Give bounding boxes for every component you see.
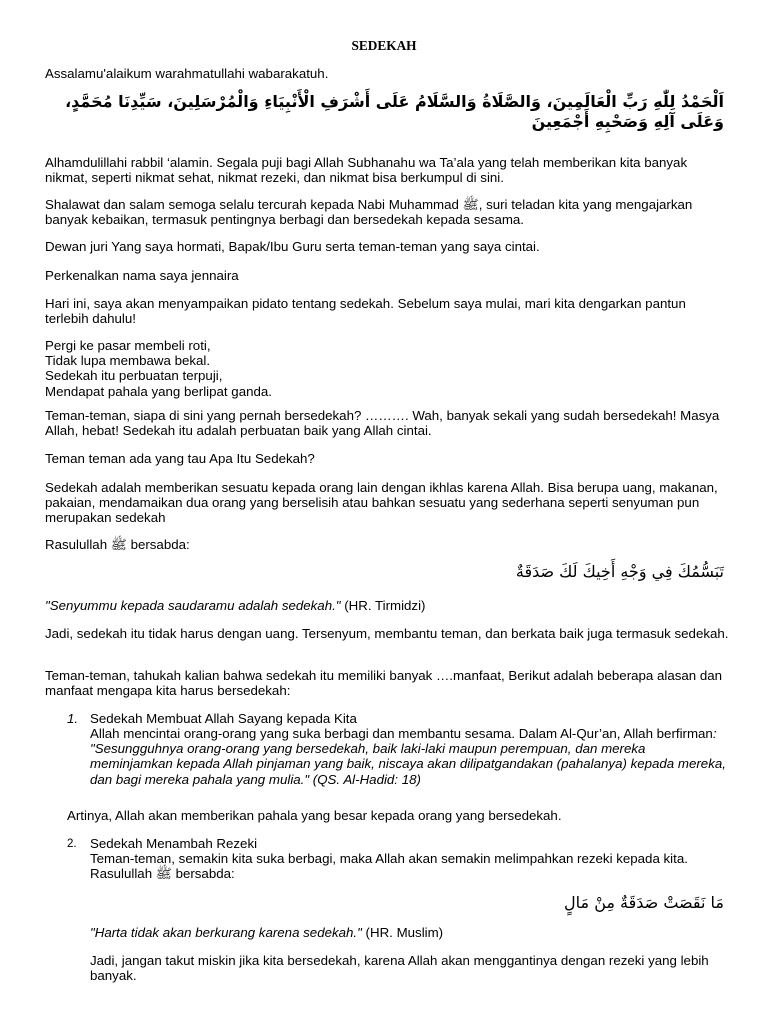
- paragraph-siapa-bersedekah: Teman-teman, siapa di sini yang pernah bersedekah? ………. Wah, banyak sekali yang sudah bersedekah! Masya Allah, hebat! Sedekah itu adalah perbuatan baik yang Allah cintai.: [45, 408, 720, 439]
- quran-quote: : "Sesungguhnya orang-orang yang bersedekah, baik laki-laki maupun perempuan, dan mereka meminjamkan kepada Allah pinjaman yang baik, niscaya akan dilipatgandakan (pahalanya) kepada mereka, dan bagi mereka pahala yang mulia." (QS. Al-Hadid: 18): [90, 726, 726, 787]
- pantun-line: Pergi ke pasar membeli roti,: [45, 338, 211, 353]
- paragraph-rasulullah-bersabda: Rasulullah ﷺ bersabda:: [45, 537, 190, 552]
- paragraph-perkenalan: Perkenalkan nama saya jennaira: [45, 268, 239, 283]
- list-item-body: [90, 726, 730, 787]
- pantun-line: Tidak lupa membawa bekal.: [45, 353, 211, 369]
- paragraph-dewan-juri: Dewan juri Yang saya hormati, Bapak/Ibu Guru serta teman-teman yang saya cintai.: [45, 239, 540, 254]
- list-number: 2.: [67, 838, 77, 850]
- greeting: Assalamu'alaikum warahmatullahi wabarakatuh.: [45, 66, 329, 81]
- hadith-translation-text: "Senyummu kepada saudaramu adalah sedekah.": [45, 598, 341, 613]
- list-item-conclusion: Jadi, jangan takut miskin jika kita bersedekah, karena Allah akan menggantinya dengan rezeki yang lebih banyak.: [90, 953, 709, 984]
- paragraph-jadi: Jadi, sedekah itu tidak harus dengan uang. Tersenyum, membantu teman, dan berkata baik juga termasuk sedekah.: [45, 626, 729, 641]
- document-title: SEDEKAH: [351, 38, 417, 53]
- paragraph-hamdalah: Alhamdulillahi rabbil ‘alamin. Segala puji bagi Allah Subhanahu wa Ta’ala yang telah memberikan kita banyak nikmat, seperti nikmat sehat, nikmat rezeki, dan nikmat bisa berkumpul di sini.: [45, 155, 688, 186]
- hadith-source: (HR. Tirmidzi): [340, 598, 426, 613]
- list-number: 1.: [67, 711, 79, 726]
- list-item-title: Sedekah Membuat Allah Sayang kepada Kita: [90, 711, 357, 726]
- pantun-line: Mendapat pahala yang berlipat ganda.: [45, 383, 272, 399]
- paragraph-hari-ini: Hari ini, saya akan menyampaikan pidato tentang sedekah. Sebelum saya mulai, mari kita dengarkan pantun terlebih dahulu!: [45, 296, 686, 327]
- hadith-arabic: تَبَسُّمُكَ فِي وَجْهِ أَخِيكَ لَكَ صَدَقَةٌ: [515, 562, 724, 581]
- pantun: [45, 338, 730, 399]
- list-item-conclusion: Artinya, Allah akan memberikan pahala yang besar kepada orang yang bersedekah.: [67, 808, 562, 823]
- pantun-line: Sedekah itu perbuatan terpuji,: [45, 368, 223, 384]
- hadith-source: (HR. Muslim): [361, 925, 444, 940]
- hadith-translation: [90, 925, 730, 940]
- hadith-translation-text: "Harta tidak akan berkurang karena sedekah.": [90, 925, 362, 940]
- arabic-opening: اَلْحَمْدُ لِلّٰهِ رَبِّ الْعَالَمِينَ، وَالصَّلَاةُ وَالسَّلَامُ عَلَى أَشْرَفِ الْأَنْبِيَاءِ وَالْمُرْسَلِينَ، سَيِّدِنَا مُحَمَّدٍ، وَعَلَى آلِهِ وَصَحْبِهِ أَجْمَعِينَ: [65, 92, 724, 131]
- paragraph-shalawat: Shalawat dan salam semoga selalu tercurah kepada Nabi Muhammad ﷺ, suri teladan kita yang mengajarkan banyak kebaikan, termasuk pentingnya berbagi dan bersedekah kepada sesama.: [45, 197, 693, 228]
- hadith-translation: [45, 598, 730, 613]
- paragraph-definisi: Sedekah adalah memberikan sesuatu kepada orang lain dengan ikhlas karena Allah. Bisa berupa uang, makanan, pakaian, mendamaikan dua orang yang berselisih atau bahkan sesuatu yang sederhana seperti senyuman pun merupakan sedekah: [45, 480, 718, 526]
- hadith-arabic: مَا نَقَصَتْ صَدَقَةٌ مِنْ مَالٍ: [564, 893, 724, 912]
- list-item-body: Teman-teman, semakin kita suka berbagi, maka Allah akan semakin melimpahkan rezeki kepada kita. Rasulullah ﷺ bersabda:: [90, 851, 688, 882]
- paragraph-manfaat: Teman-teman, tahukah kalian bahwa sedekah itu memiliki banyak ….manfaat, Berikut adalah beberapa alasan dan manfaat mengapa kita harus bersedekah:: [45, 668, 723, 699]
- list-item-body-text: Allah mencintai orang-orang yang suka berbagi dan membantu sesama. Dalam Al-Qur’an, Allah berfirman: [90, 726, 713, 741]
- list-item-title: Sedekah Menambah Rezeki: [90, 836, 258, 851]
- paragraph-pertanyaan: Teman teman ada yang tau Apa Itu Sedekah?: [45, 451, 315, 466]
